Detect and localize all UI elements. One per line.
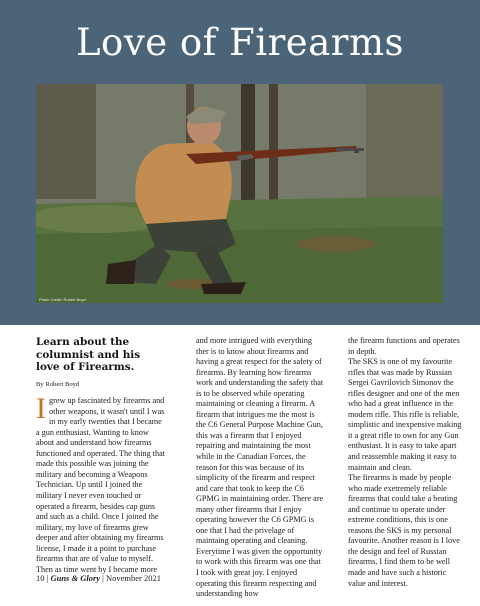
article-column-2 — [196, 336, 324, 600]
column-1-text: grew up fascinated by firearms and other weapons, it wasn't until I was in my early twenties that I became a gun enthusiast. Wanting to know about and understand how firearms functioned and operated. The thing that made this possible was joining the military and becoming a Weapons Technician. Up until I joined the military I never even touched or operated a firearm, besides cap guns and such as a child. Once I joined the military, my love of firearms grew deeper and after obtaining my firearms license, I made it a point to purchase firearms that are of value to myself. Then as time went by I became more — [36, 396, 165, 574]
page-footer — [36, 573, 161, 583]
photo-illustration — [36, 84, 443, 303]
footer-separator-2: | — [102, 573, 104, 583]
feature-photo — [36, 84, 443, 303]
column-3-para-3: The firearms is made by people who made exetremely reliable firearms that could take a beating and continue to operate under extreme conditions, this is one reasons the SKS is my personal favourite. Another reason is I love the design and feel of Russian firearms, I find them to be well made and have such a historic value and interest. — [348, 473, 460, 588]
article-column-3 — [348, 336, 466, 589]
issue-date: November 2021 — [106, 573, 162, 583]
column-2-text: and more intrigued with everything ther is to know about firearms and having a great respect for the safety of firearms. By learning how firearms work and understanding the safety that is to be observed while operating maintaining or cleaning a firearm. A firearm that intrigues me the most is the C6 General Purpose Machine Gun, this was a firearm that I enjoyed repairing and maintaining the most while in the Canadian Forces, the reason for this was because of its simplicity of the firearm and respect and care that took to keep the C6 GPMG in maintaining order. There are many other firearms that I enjoy operating however the C6 GPMG is one that I had the privelage of maintaing operating and cleaning. Everytime I was given the opportunity to work with this firearm was one that I took with great joy. I enjoyed operating this firearm respecting and understanding how — [196, 336, 324, 599]
column-3-para-1: the firearm functions and operates in depth. — [348, 336, 460, 356]
column-3-para-2: The SKS is one of my favourite rifles that was made by Russian Sergei Gavrilovich Simonov the rifles designer and one of the men who had a great influence in the modern rifle. This rifle is reliable, simplistic and inexpensive making it a great rifle to own for any Gun enthusiast. It is easy to take apart and reassemble making it easy to maintain and clean. — [348, 357, 462, 472]
article-subtitle: Learn about the columnist and his love of Firearms. — [36, 336, 141, 373]
article-column-1 — [36, 336, 166, 575]
page-number: 10 — [36, 573, 45, 583]
page-title: Love of Firearms — [75, 21, 405, 64]
drop-cap: I — [36, 392, 46, 426]
byline: By Robert Boyd — [36, 380, 80, 388]
magazine-name: Guns & Glory — [50, 573, 101, 583]
photo-credit: Photo Credit: Robert Boyd — [39, 297, 86, 302]
article-paragraph-1 — [36, 392, 166, 575]
footer-separator: | — [46, 573, 49, 583]
